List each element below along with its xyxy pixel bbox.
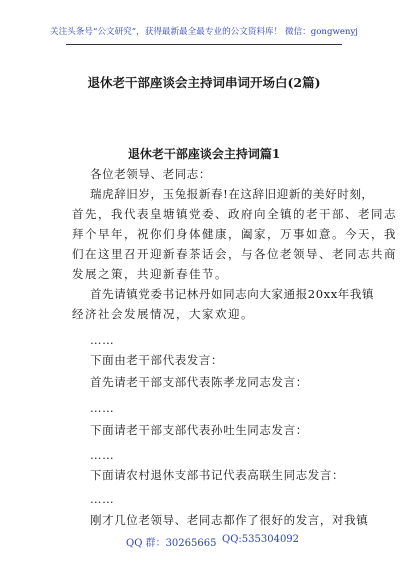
- body-line: 下面请老干部支部代表孙吐生同志发言：: [90, 423, 308, 437]
- body-ellipsis: ……: [90, 401, 115, 415]
- body-line: 下面请农村退休支部书记代表高联生同志发言：: [90, 468, 345, 482]
- body-line: 发展之策，共迎新春佳节。: [72, 267, 228, 281]
- body-line: 瑞虎辞旧岁，玉兔报新春!在这辞旧迎新的美好时刻，: [90, 187, 374, 201]
- body-line: 各位老领导、老同志：: [90, 167, 211, 181]
- body-line: 首先请镇党委书记林丹如同志向大家通报20xx年我镇: [90, 287, 375, 301]
- footer-contact: [0, 534, 408, 550]
- body-line: 拜个早年，祝你们身体健康，阖家，万事如意。今天，我: [72, 227, 397, 241]
- header-divider: [66, 44, 342, 45]
- header-note: 关注头条号“公文研究”，获得最新最全最专业的公文资料库！ 微信：gongwenyj: [50, 27, 358, 37]
- footer-qq-group: QQ 群：30265665: [126, 538, 217, 549]
- body-ellipsis: ……: [90, 448, 115, 462]
- body-line: 首先请老干部支部代表陈孝龙同志发言：: [90, 375, 308, 389]
- body-line: 们在这里召开迎新春茶话会，与各位老领导、老同志共商: [72, 247, 397, 261]
- body-line: 刚才几位老领导、老同志都作了很好的发言，对我镇: [90, 513, 369, 527]
- footer-qq: QQ:535304092: [222, 534, 300, 545]
- document-title: 退休老干部座谈会主持词串词开场白(2篇): [87, 75, 321, 90]
- body-ellipsis: ……: [90, 333, 115, 347]
- body-ellipsis: ……: [90, 492, 115, 506]
- section-title: 退休老干部座谈会主持词篇1: [127, 147, 281, 161]
- body-line: 首先，我代表皇塘镇党委、政府向全镇的老干部、老同志: [72, 207, 397, 221]
- body-line: 经济社会发展情况，大家欢迎。: [72, 307, 254, 321]
- body-line: 下面由老干部代表发言：: [90, 353, 224, 367]
